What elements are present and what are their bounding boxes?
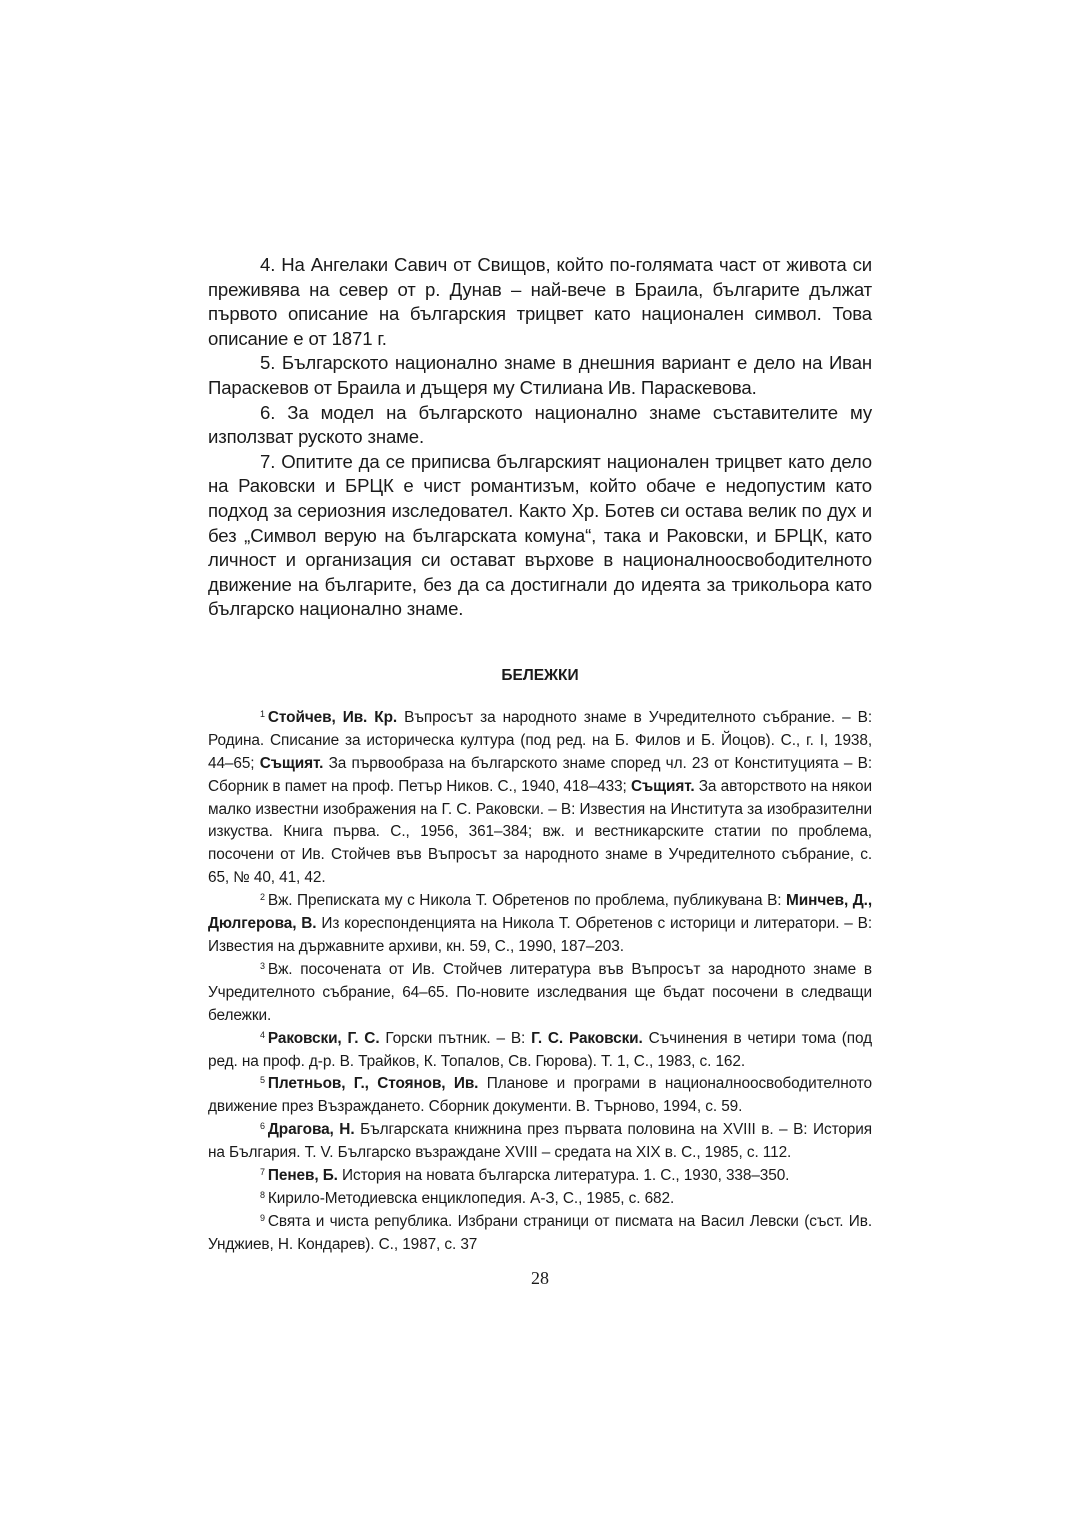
footnote-author: Същият. [259, 754, 324, 772]
footnote-text: За авторството на някои малко известни изображения на Г. С. Раковски. – В: Известия на Института за изобразителни изкуства. Книга първа. С., 1956, 361–384; вж. и вестникарските статии по проблема, посочени от Ив. Стойчев във Въпросът за народното знаме в Учредителното събрание, с. 65, № 40, 41, 42. [208, 777, 873, 887]
page-number: 28 [531, 1268, 549, 1288]
footnote-text: Вж. посочената от Ив. Стойчев литература във Въпросът за народното знаме в Учредителното събрание, 64–65. По-новите изследвания ще бъдат посочени в следващи бележки. [208, 960, 872, 1024]
page-content [208, 253, 872, 1257]
footnote [208, 1073, 872, 1119]
footnote-text: История на новата българска литература. 1. С., 1930, 338–350. [337, 1167, 790, 1185]
footnote-number: 4 [260, 1029, 265, 1040]
footnote [208, 1028, 872, 1074]
footnote-number: 5 [260, 1075, 265, 1086]
paragraph-6: 6. За модел на българското национално знаме съставителите му използват руското знаме. [208, 401, 872, 448]
footnote-text: Съчинения в четири тома (под ред. на проф. д-р. В. Трайков, К. Топалов, Св. Гюрова). Т. 1, С., 1983, с. 162. [208, 1029, 872, 1070]
footnote-text: Из кореспонденцията на Никола Т. Обретенов с историци и литератори. – В: Известия на държавните архиви, кн. 59, С., 1990, 187–203. [208, 915, 873, 955]
paragraph-5: 5. Българското национално знаме в днешния вариант е дело на Иван Параскевов от Браила и дъщеря му Стилиана Ив. Параскевова. [208, 352, 872, 398]
footnote [208, 1165, 872, 1188]
footnote [208, 1119, 872, 1165]
footnote-number: 3 [260, 960, 265, 971]
paragraph-7: 7. Опитите да се приписва българският национален трицвет като дело на Раковски и БРЦК е чист романтизъм, който обаче е недопустим като подход за сериозния изследовател. Както Хр. Ботев си остава велик по дух и без „Символ верую на българската комуна“, така и Раковски, и БРЦК, като личност и организация си остават върхове в националноосвободителното движение на българите, без да са достигнали до идеята за трикольора като българско национално знаме. [208, 450, 872, 620]
footnote-author: Драгова, Н. [267, 1121, 355, 1139]
footnote [208, 1211, 872, 1257]
footnote-number: 1 [260, 708, 265, 719]
footnote-author: Същият. [630, 777, 695, 795]
footnote-author: Пенев, Б. [267, 1167, 338, 1185]
footnote-text: Планове и програми в националноосвободителното движение през Възраждането. Сборник документи. В. Търново, 1994, с. 59. [208, 1075, 872, 1116]
footnote-number: 8 [260, 1189, 265, 1200]
footnote-text: Горски пътник. – В: [379, 1029, 532, 1047]
footnote-author: Г. С. Раковски. [531, 1029, 643, 1047]
footnote-text: За първообраза на българското знаме според чл. 23 от Конституцията – В: Сборник в памет на проф. Петър Ников. С., 1940, 418–433; [208, 754, 872, 795]
footnote-text: Кирило-Методиевска енциклопедия. А-З, С., 1985, с. 682. [267, 1189, 675, 1207]
paragraph-4: 4. На Ангелаки Савич от Свищов, който по-голямата част от живота си преживява на север от р. Дунав – най-вече в Браила, българите дължат първото описание на българския трицвет като национален символ. Това описание е от 1871 г. [208, 254, 872, 349]
footnote-text: Въпросът за народното знаме в Учредителното събрание. – В: Родина. Списание за историческа култура (под ред. на Б. Филов и Б. Йоцов). С., г. I, 1938, 44–65; [208, 708, 872, 772]
main-text [208, 253, 872, 622]
footnote [208, 707, 872, 890]
notes-heading: БЕЛЕЖКИ [501, 666, 579, 684]
footnote [208, 1188, 872, 1211]
footnote-author: Стойчев, Ив. Кр. [267, 708, 398, 726]
footnote-number: 9 [260, 1212, 265, 1223]
footnote-text: Вж. Преписката му с Никола Т. Обретенов по проблема, публикувана В: [267, 892, 787, 910]
footnote-number: 7 [260, 1167, 265, 1178]
footnote [208, 890, 872, 959]
footnote-text: Българската книжнина през първата половина на XVIII в. – В: История на България. Т. V. Българско възраждане XVIII – средата на XIX в. С., 1985, с. 112. [208, 1121, 872, 1162]
notes-list [208, 707, 872, 1257]
footnote-number: 2 [260, 892, 265, 903]
footnote-author: Минчев, Д., Дюлгерова, В. [208, 892, 872, 933]
footnote-number: 6 [260, 1121, 265, 1132]
footnote-author: Плетньов, Г., Стоянов, Ив. [267, 1075, 479, 1093]
footnote-author: Раковски, Г. С. [267, 1029, 380, 1047]
footnote [208, 959, 872, 1028]
footnote-text: Свята и чиста република. Избрани страници от писмата на Васил Левски (съст. Ив. Унджиев, Н. Кондарев). С., 1987, с. 37 [208, 1212, 872, 1253]
